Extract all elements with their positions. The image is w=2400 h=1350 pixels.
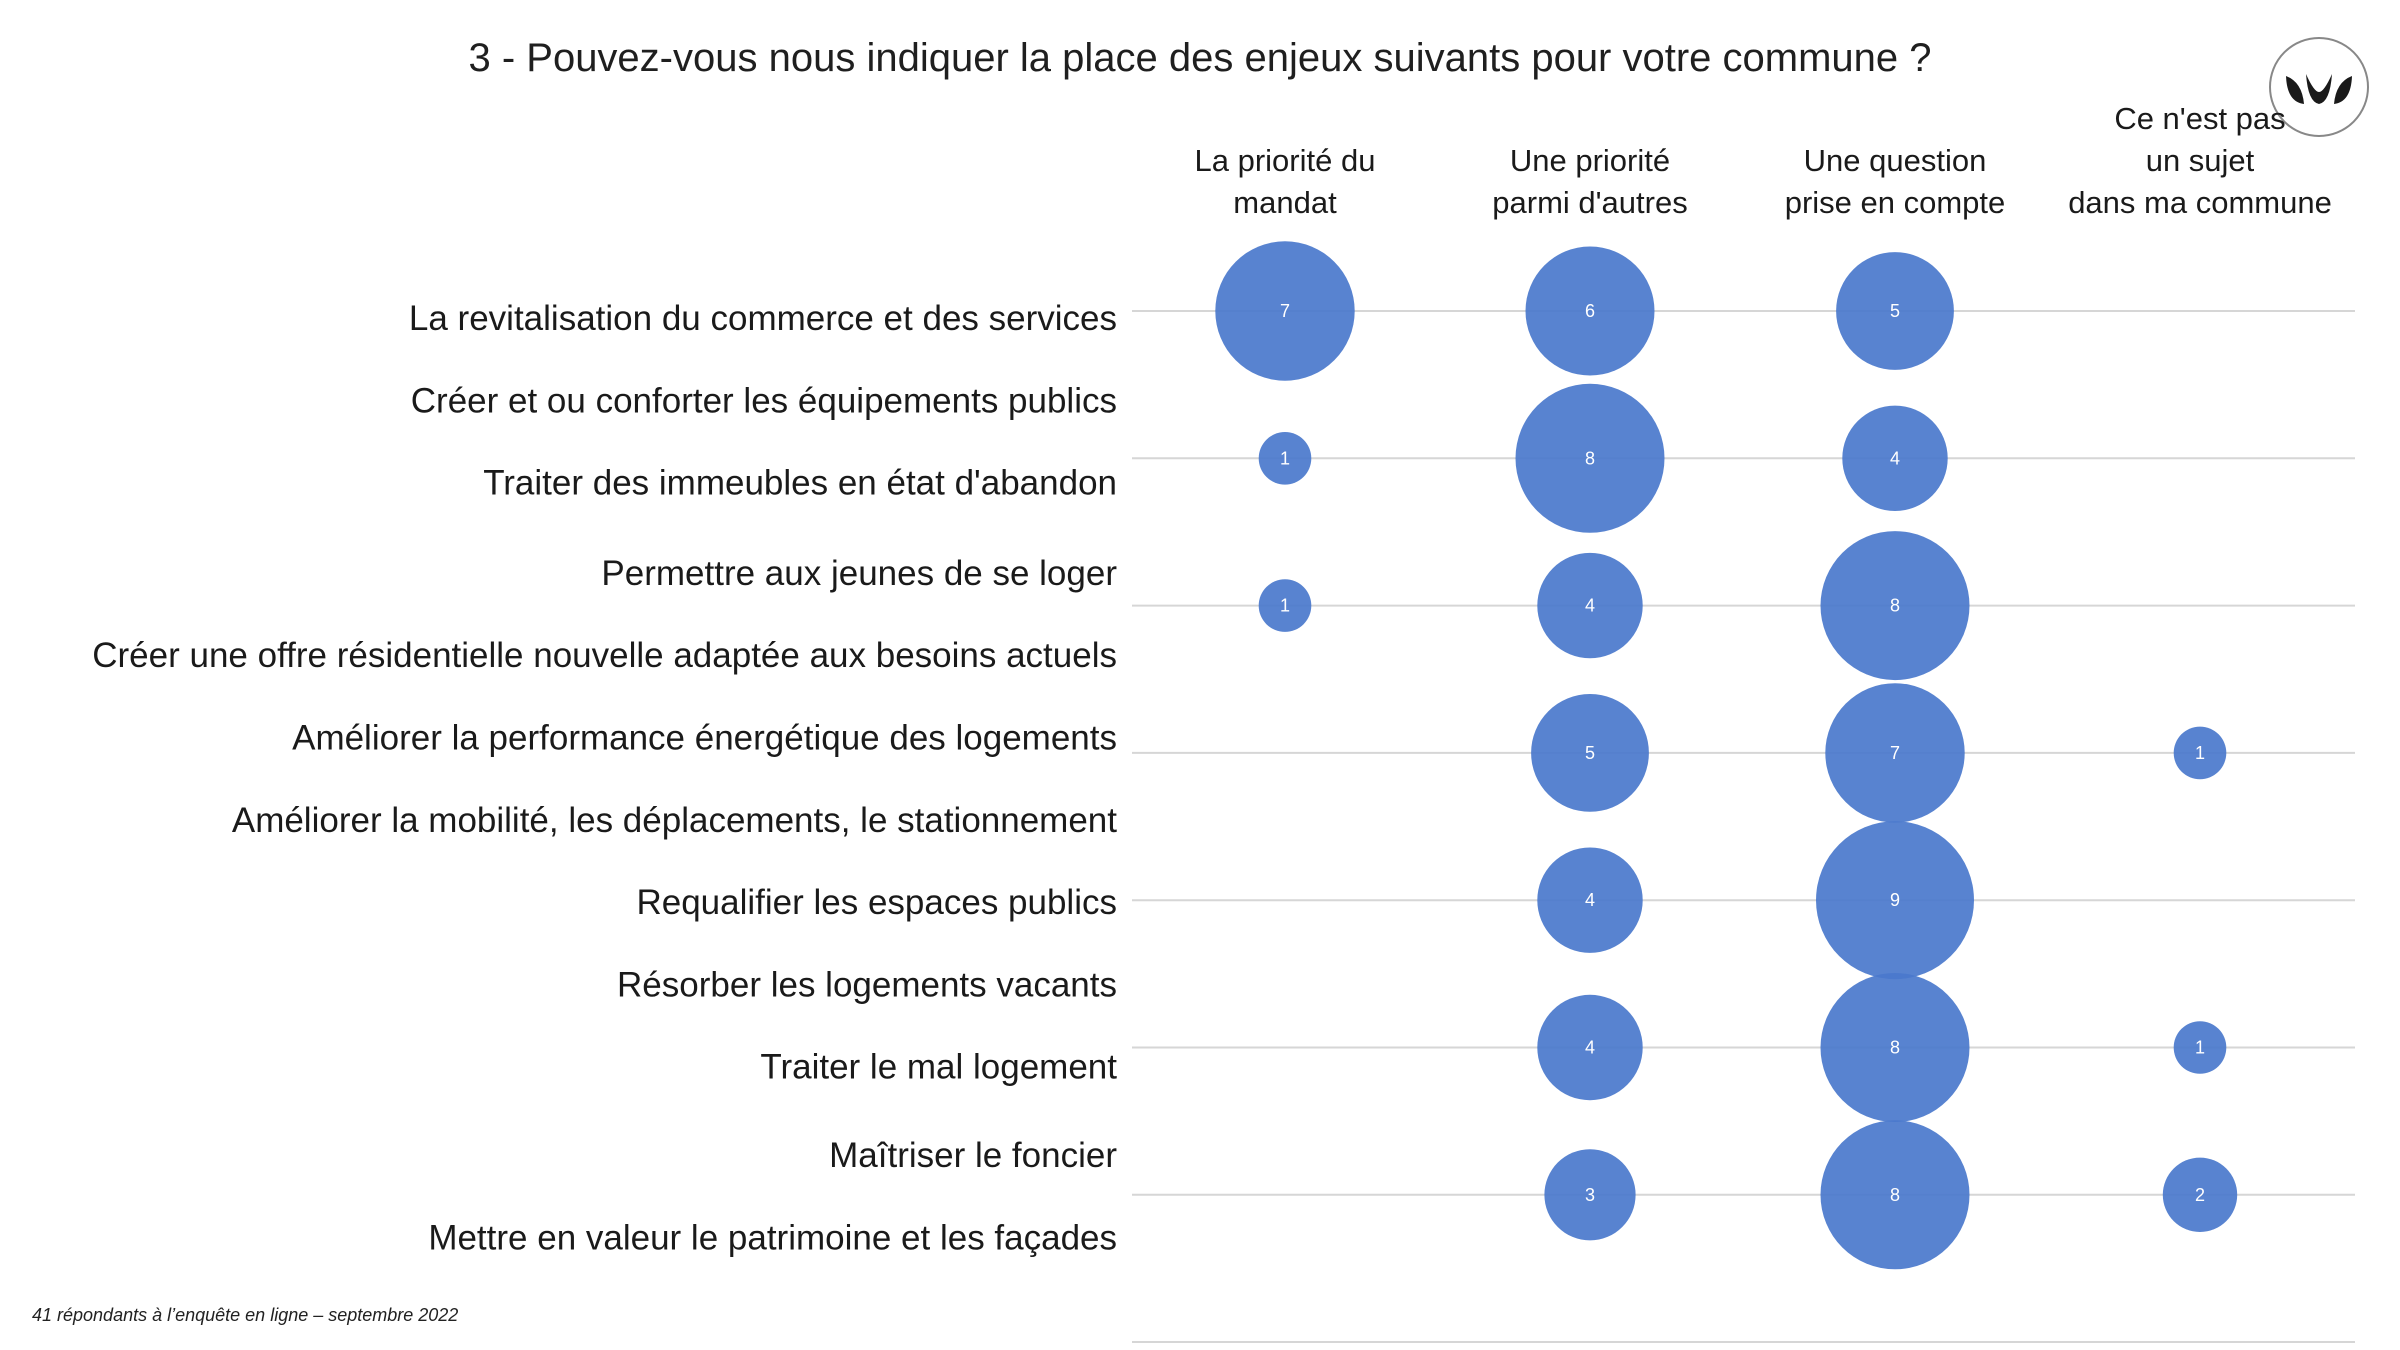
- column-header: [1492, 143, 1687, 220]
- bubble-value-label: 2: [2194, 1184, 2206, 1205]
- column-header-line: Ce n'est pas: [2114, 101, 2286, 136]
- bubble-value-label: 5: [1584, 742, 1596, 763]
- bubble-value-label: 7: [1889, 742, 1901, 763]
- column-header: [1195, 143, 1376, 220]
- category-label: Traiter des immeubles en état d'abandon: [483, 463, 1117, 503]
- column-header: [1785, 143, 2006, 220]
- bubble-value-label: 4: [1584, 1037, 1596, 1058]
- category-label: Créer et ou conforter les équipements publics: [410, 381, 1117, 421]
- bubble-value-label: 6: [1584, 301, 1596, 321]
- bubble-value-label: 1: [2194, 742, 2206, 763]
- bubble-value-label: 8: [1889, 595, 1901, 616]
- column-header-line: mandat: [1233, 185, 1337, 220]
- bubble-value-label: 7: [1279, 301, 1291, 321]
- column-header: [2068, 101, 2332, 220]
- bubble-value-label: 1: [1279, 448, 1291, 469]
- bubble-value-label: 8: [1889, 1037, 1901, 1058]
- column-header-line: Une question: [1803, 143, 1987, 178]
- category-label: Requalifier les espaces publics: [636, 883, 1117, 923]
- category-label: Résorber les logements vacants: [617, 965, 1117, 1005]
- column-header-line: parmi d'autres: [1492, 185, 1688, 220]
- bubble-value-label: 1: [2194, 1037, 2206, 1058]
- category-label: Mettre en valeur le patrimoine et les façades: [428, 1218, 1117, 1258]
- category-label: Améliorer la mobilité, les déplacements, le stationnement: [231, 800, 1117, 840]
- bubble-value-label: 9: [1889, 890, 1901, 911]
- footnote: 41 répondants à l’enquête en ligne – septembre 2022: [32, 1305, 459, 1325]
- bubbles: [1215, 241, 2237, 1269]
- bubble-value-label: 8: [1584, 448, 1596, 469]
- column-header-line: prise en compte: [1784, 185, 2006, 220]
- bubble-value-label: 3: [1584, 1184, 1596, 1205]
- bubble-value-label: 4: [1584, 890, 1596, 911]
- bubble-value-label: 5: [1889, 301, 1901, 321]
- category-label: Maîtriser le foncier: [829, 1136, 1117, 1175]
- category-label: Créer une offre résidentielle nouvelle adaptée aux besoins actuels: [92, 636, 1117, 676]
- category-label: Traiter le mal logement: [760, 1047, 1117, 1087]
- bubble-value-label: 4: [1584, 595, 1596, 616]
- column-header-line: La priorité du: [1194, 143, 1376, 178]
- page-title: 3 - Pouvez-vous nous indiquer la place des enjeux suivants pour votre commune ?: [468, 36, 1932, 80]
- category-labels: [92, 299, 1117, 1257]
- bubble-value-label: 8: [1889, 1184, 1901, 1205]
- column-header-line: un sujet: [2145, 143, 2255, 178]
- category-label: Améliorer la performance énergétique des logements: [292, 718, 1117, 758]
- category-label: La revitalisation du commerce et des services: [408, 299, 1117, 338]
- category-label: Permettre aux jeunes de se loger: [601, 553, 1117, 593]
- column-header-line: dans ma commune: [2068, 185, 2332, 220]
- bubble-value-label: 4: [1889, 448, 1901, 469]
- bubble-value-label: 1: [1279, 595, 1291, 616]
- column-header-line: Une priorité: [1509, 143, 1671, 178]
- column-headers: [1195, 101, 2332, 220]
